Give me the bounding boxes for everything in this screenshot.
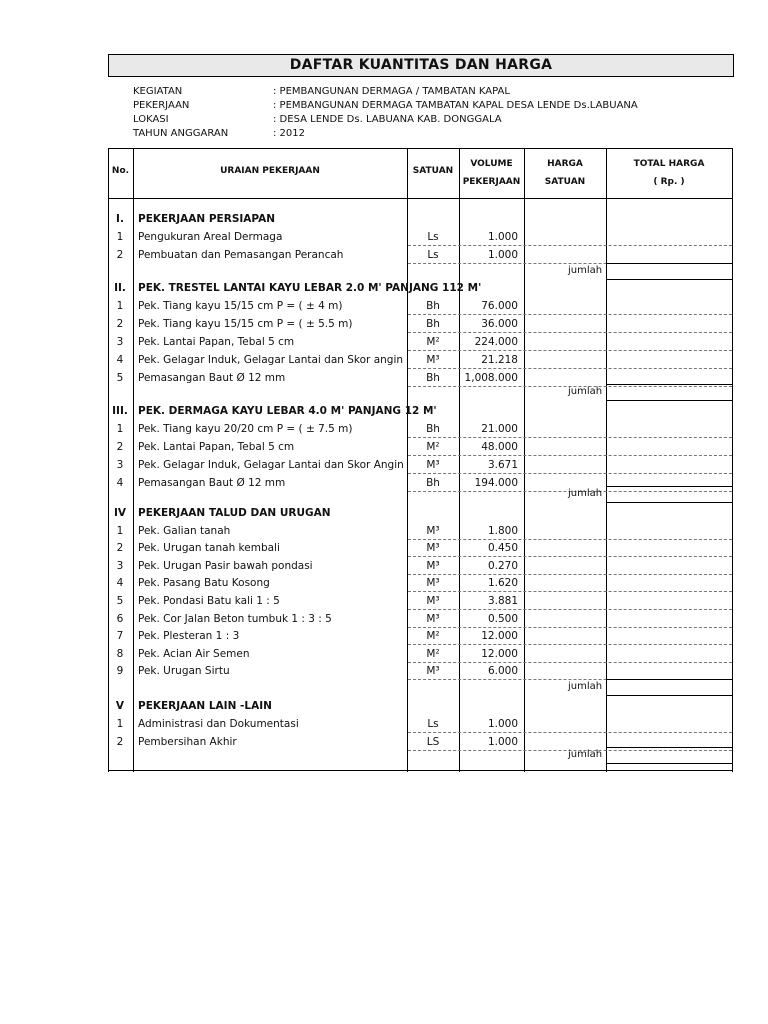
- item-description: Pek. Plesteran 1 : 3: [138, 630, 240, 643]
- item-unit: M²: [426, 441, 440, 453]
- item-unit: Ls: [427, 249, 439, 261]
- item-number: 1: [116, 524, 124, 537]
- item-unit: M³: [426, 459, 440, 471]
- item-number: 9: [116, 665, 124, 678]
- subtotal-separator: [606, 502, 733, 503]
- item-volume: 0.500: [487, 612, 518, 625]
- info-key: KEGIATAN: [133, 86, 183, 97]
- item-number: 3: [116, 336, 124, 348]
- item-description: Pemasangan Baut Ø 12 mm: [138, 477, 286, 489]
- subtotal-separator: [606, 263, 733, 264]
- item-description: Pek. Gelagar Induk, Gelagar Lantai dan Skor Angin: [138, 459, 404, 471]
- subtotal-separator: [606, 747, 733, 748]
- row-separator: [408, 627, 732, 628]
- jumlah-label: jumlah: [568, 749, 603, 760]
- item-volume: 1.000: [487, 736, 518, 748]
- item-description: Pek. Pondasi Batu kali 1 : 5: [138, 595, 280, 607]
- item-unit: M³: [426, 559, 440, 572]
- subtotal-separator: [606, 763, 733, 764]
- item-volume: 1.000: [487, 231, 518, 243]
- item-number: 4: [116, 477, 124, 489]
- section-number: III.: [112, 405, 128, 417]
- section-title: PEK. TRESTEL LANTAI KAYU LEBAR 2.0 M' PANJANG 112 M': [138, 282, 482, 294]
- item-volume: 21.000: [481, 423, 518, 435]
- subtotal-separator: [606, 486, 733, 487]
- item-volume: 0.270: [487, 559, 518, 572]
- item-volume: 3.881: [487, 595, 518, 607]
- row-separator: [408, 662, 732, 663]
- item-description: Pek. Cor Jalan Beton tumbuk 1 : 3 : 5: [138, 612, 332, 625]
- section-number: I.: [116, 213, 124, 225]
- item-number: 6: [116, 612, 124, 625]
- row-separator: [408, 314, 732, 315]
- item-number: 2: [116, 441, 124, 453]
- item-unit: M³: [426, 542, 440, 555]
- column-border: [133, 148, 134, 772]
- row-separator: [408, 473, 732, 474]
- item-volume: 12.000: [481, 647, 518, 660]
- item-number: 2: [116, 542, 124, 555]
- item-description: Pemasangan Baut Ø 12 mm: [138, 372, 286, 384]
- header-uraian: URAIAN PEKERJAAN: [220, 166, 320, 176]
- item-description: Pek. Gelagar Induk, Gelagar Lantai dan Skor angin: [138, 354, 404, 366]
- header-pekerjaan: PEKERJAAN: [462, 177, 521, 187]
- item-description: Pembersihan Akhir: [138, 736, 237, 748]
- item-unit: M³: [426, 577, 440, 590]
- item-volume: 1.800: [487, 524, 518, 537]
- item-description: Pek. Galian tanah: [138, 524, 231, 537]
- header-bottom-border: [108, 198, 733, 199]
- jumlah-label: jumlah: [568, 488, 603, 499]
- row-separator: [408, 332, 732, 333]
- subtotal-separator: [606, 279, 733, 280]
- row-separator: [408, 732, 732, 733]
- header-satuan: SATUAN: [412, 166, 454, 176]
- row-separator: [408, 644, 732, 645]
- item-description: Administrasi dan Dokumentasi: [138, 718, 299, 730]
- item-volume: 3.671: [487, 459, 518, 471]
- item-unit: M²: [426, 630, 440, 643]
- item-volume: 1.620: [487, 577, 518, 590]
- item-unit: Bh: [426, 477, 440, 489]
- info-value: : 2012: [273, 128, 305, 139]
- header-volume: VOLUME: [470, 159, 513, 169]
- item-unit: Bh: [426, 372, 440, 384]
- jumlah-label: jumlah: [568, 265, 603, 276]
- section-number: V: [115, 700, 125, 712]
- item-description: Pek. Tiang kayu 20/20 cm P = ( ± 7.5 m): [138, 423, 353, 435]
- item-number: 1: [116, 423, 124, 435]
- row-separator: [408, 245, 732, 246]
- section-title: PEKERJAAN LAIN -LAIN: [138, 700, 272, 712]
- item-volume: 6.000: [487, 665, 518, 678]
- header-total-harga: TOTAL HARGA: [633, 159, 705, 169]
- item-volume: 1,008.000: [464, 372, 518, 384]
- item-volume: 12.000: [481, 630, 518, 643]
- item-unit: M²: [426, 336, 440, 348]
- item-number: 5: [116, 372, 124, 384]
- item-number: 2: [116, 318, 124, 330]
- item-volume: 0.450: [487, 542, 518, 555]
- item-number: 1: [116, 300, 124, 312]
- item-unit: M²: [426, 647, 440, 660]
- info-value: : DESA LENDE Ds. LABUANA KAB. DONGGALA: [273, 114, 502, 125]
- item-volume: 1.000: [487, 249, 518, 261]
- row-separator: [408, 455, 732, 456]
- item-number: 2: [116, 249, 124, 261]
- section-number: IV: [113, 507, 127, 519]
- item-number: 1: [116, 231, 124, 243]
- info-value: : PEMBANGUNAN DERMAGA / TAMBATAN KAPAL: [273, 86, 510, 97]
- row-separator: [408, 556, 732, 557]
- header-rp: ( Rp. ): [653, 177, 685, 187]
- item-description: Pek. Urugan tanah kembali: [138, 542, 280, 555]
- table-bottom-border: [108, 770, 733, 771]
- subtotal-separator: [606, 679, 733, 680]
- item-unit: M³: [426, 612, 440, 625]
- item-unit: Bh: [426, 300, 440, 312]
- row-separator: [408, 591, 732, 592]
- item-unit: Bh: [426, 423, 440, 435]
- item-number: 5: [116, 595, 124, 607]
- jumlah-label: jumlah: [568, 681, 603, 692]
- row-separator: [408, 574, 732, 575]
- row-separator: [408, 609, 732, 610]
- section-title: PEKERJAAN TALUD DAN URUGAN: [138, 507, 331, 519]
- item-unit: LS: [426, 736, 440, 748]
- document-title: DAFTAR KUANTITAS DAN HARGA: [108, 54, 734, 77]
- item-volume: 21.218: [481, 354, 518, 366]
- item-number: 3: [116, 459, 124, 471]
- table-top-border: [108, 148, 733, 149]
- item-number: 4: [116, 577, 124, 590]
- item-volume: 76.000: [481, 300, 518, 312]
- item-description: Pek. Urugan Pasir bawah pondasi: [138, 559, 313, 572]
- item-volume: 36.000: [481, 318, 518, 330]
- info-key: TAHUN ANGGARAN: [133, 128, 229, 139]
- item-number: 4: [116, 354, 124, 366]
- item-volume: 48.000: [481, 441, 518, 453]
- item-description: Pek. Pasang Batu Kosong: [138, 577, 270, 590]
- quantity-table: [108, 148, 733, 772]
- item-unit: M³: [426, 595, 440, 607]
- subtotal-separator: [606, 384, 733, 385]
- item-description: Pengukuran Areal Dermaga: [138, 231, 283, 243]
- header-no: No.: [111, 166, 130, 176]
- row-separator: [408, 539, 732, 540]
- section-title: PEK. DERMAGA KAYU LEBAR 4.0 M' PANJANG 12 M': [138, 405, 437, 417]
- item-description: Pek. Acian Air Semen: [138, 647, 250, 660]
- item-number: 1: [116, 718, 124, 730]
- item-description: Pek. Tiang kayu 15/15 cm P = ( ± 5.5 m): [138, 318, 353, 330]
- item-unit: M³: [426, 524, 440, 537]
- item-description: Pek. Lantai Papan, Tebal 5 cm: [138, 336, 295, 348]
- subtotal-separator: [606, 695, 733, 696]
- section-title: PEKERJAAN PERSIAPAN: [138, 213, 276, 225]
- item-number: 7: [116, 630, 124, 643]
- item-description: Pek. Tiang kayu 15/15 cm P = ( ± 4 m): [138, 300, 343, 312]
- item-unit: M³: [426, 354, 440, 366]
- info-value: : PEMBANGUNAN DERMAGA TAMBATAN KAPAL DESA LENDE Ds.LABUANA: [273, 100, 638, 111]
- info-key: PEKERJAAN: [133, 100, 190, 111]
- item-number: 2: [116, 736, 124, 748]
- item-number: 3: [116, 559, 124, 572]
- row-separator: [408, 437, 732, 438]
- jumlah-label: jumlah: [568, 386, 603, 397]
- item-unit: Bh: [426, 318, 440, 330]
- item-unit: Ls: [427, 231, 439, 243]
- item-description: Pek. Lantai Papan, Tebal 5 cm: [138, 441, 295, 453]
- subtotal-separator: [606, 400, 733, 401]
- item-volume: 194.000: [474, 477, 518, 489]
- item-description: Pembuatan dan Pemasangan Perancah: [138, 249, 344, 261]
- item-volume: 1.000: [487, 718, 518, 730]
- item-description: Pek. Urugan Sirtu: [138, 665, 230, 678]
- row-separator: [408, 350, 732, 351]
- row-separator: [408, 368, 732, 369]
- info-key: LOKASI: [133, 114, 169, 125]
- item-unit: Ls: [427, 718, 439, 730]
- item-number: 8: [116, 647, 124, 660]
- item-volume: 224.000: [474, 336, 518, 348]
- header-harga-satuan: SATUAN: [544, 177, 586, 187]
- column-border: [524, 148, 525, 772]
- section-number: II.: [114, 282, 126, 294]
- header-harga: HARGA: [547, 159, 583, 169]
- item-unit: M³: [426, 665, 440, 678]
